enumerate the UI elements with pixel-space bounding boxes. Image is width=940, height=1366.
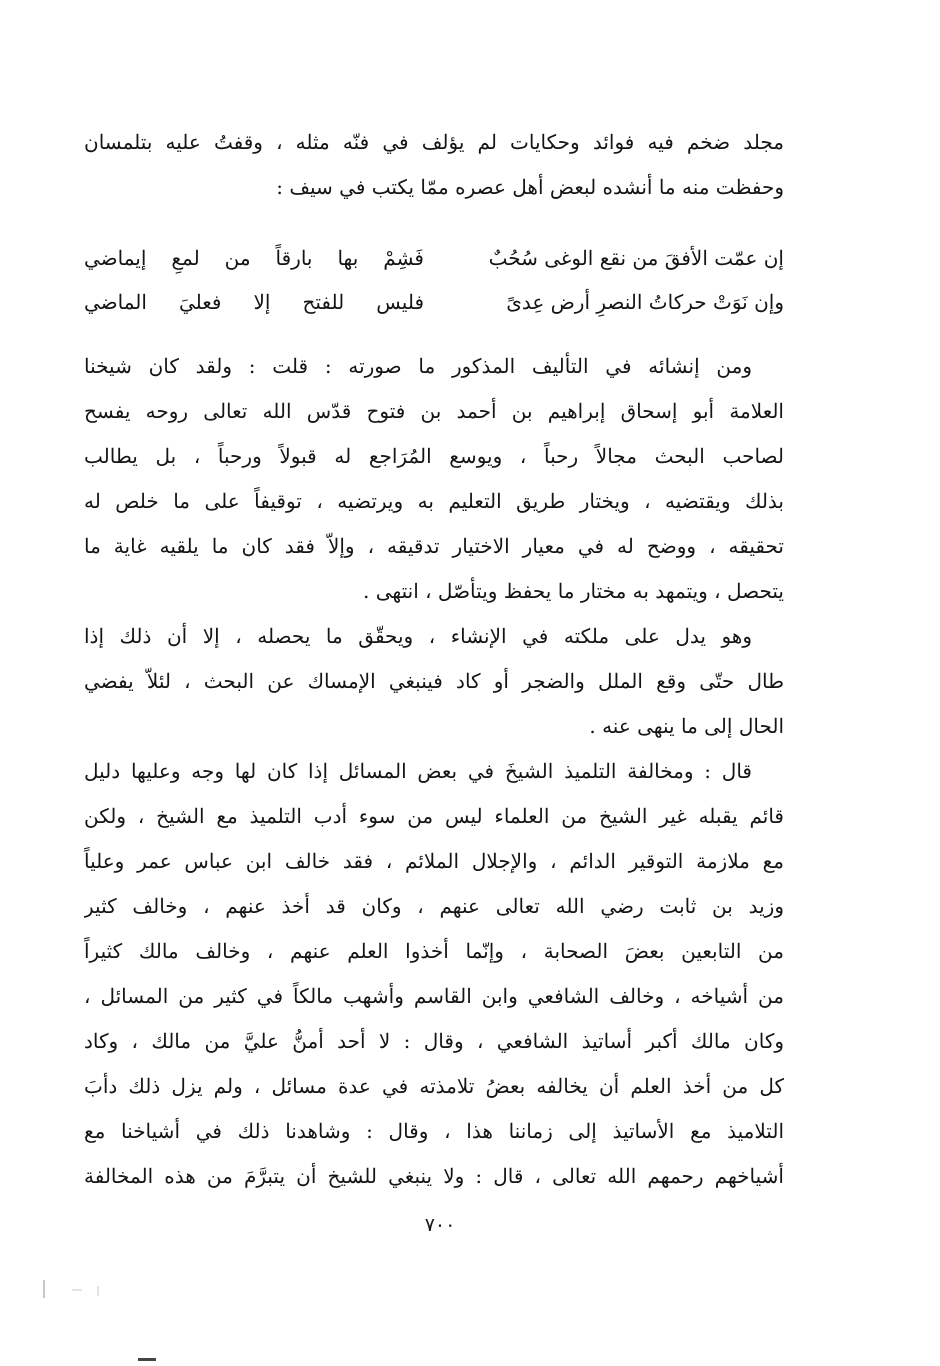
text-line: تحقيقه ، ووضح له في معيار الاختيار تدقيقه ، وإلاّ فقد كان ما يلقيه غاية ما <box>84 534 784 558</box>
paragraph-3 <box>84 749 784 1199</box>
text-line: مجلد ضخم فيه فوائد وحكايات لم يؤلف في فنّه مثله ، وقفتُ عليه بتلمسان <box>84 130 784 154</box>
page-number: ٧٠٠ <box>424 1214 456 1236</box>
poem-verse <box>84 236 784 280</box>
text-line: طال حتّى وقع الملل والضجر أو كاد فينبغي الإمساك عن البحث ، لئلاّ يفضي <box>84 669 784 693</box>
first-hemistich: إن عمّت الأفقَ من نقع الوغى سُحُبٌ <box>488 246 784 270</box>
poem-verse <box>84 280 784 324</box>
text-line: وكان مالك أكبر أساتيذ الشافعي ، وقال : لا أحد أمنُّ عليَّ من مالك ، وكاد <box>84 1029 784 1053</box>
text-line: يتحصل ، ويتمهد به مختار ما يحفظ ويتأصّل ، انتهى . <box>363 579 784 603</box>
text-line: الحال إلى ما ينهى عنه . <box>589 714 784 738</box>
text-line: من التابعين بعضَ الصحابة ، وإنّما أخذوا العلم عنهم ، وخالف مالك كثيراً <box>84 939 784 963</box>
text-line: وزيد بن ثابت رضي الله تعالى عنهم ، وكان قد أخذ عنهم ، وخالف كثير <box>84 894 784 918</box>
second-hemistich: فليس للفتح إلا فعليَ الماضي <box>84 290 424 314</box>
text-line: كل من أخذ العلم أن يخالفه بعضُ تلامذته في عدة مسائل ، ولم يزل ذلك دأبَ <box>84 1074 784 1098</box>
text-line: أشياخهم رحمهم الله تعالى ، قال : ولا ينبغي للشيخ أن يتبرَّمَ من هذه المخالفة <box>84 1164 784 1188</box>
scan-smudge <box>42 1276 112 1300</box>
text-line: بذلك ويقتضيه ، ويختار طريق التعليم به ويرتضيه ، توقيفاً على ما خلص له <box>84 489 784 513</box>
text-line: قال : ومخالفة التلميذ الشيخَ في بعض المسائل إذا كان لها وجه وعليها دليل <box>84 759 752 783</box>
text-line: قائم يقبله غير الشيخ من العلماء ليس من سوء أدب التلميذ مع الشيخ ، ولكن <box>84 804 784 828</box>
first-hemistich: وإن نَوَتْ حركاتُ النصرِ أرض عِدىً <box>506 290 784 314</box>
paragraph-2 <box>84 614 784 749</box>
text-line: ومن إنشائه في التأليف المذكور ما صورته : قلت : ولقد كان شيخنا <box>84 354 752 378</box>
text-line: مع ملازمة التوقير الدائم ، والإجلال الملائم ، فقد خالف ابن عباس عمر وعلياً <box>84 849 784 873</box>
text-line: من أشياخه ، وخالف الشافعي وابن القاسم وأشهب مالكاً في كثير من المسائل ، <box>84 984 784 1008</box>
text-line: وحفظت منه ما أنشده لبعض أهل عصره ممّا يكتب في سيف : <box>276 175 784 199</box>
text-line: العلامة أبو إسحاق إبراهيم بن أحمد بن فتوح قدّس الله تعالى روحه يفسح <box>84 399 784 423</box>
paragraph-1 <box>84 344 784 614</box>
text-line: التلاميذ مع الأساتيذ إلى زماننا هذا ، وقال : وشاهدنا ذلك في أشياخنا مع <box>84 1119 784 1143</box>
scan-edge-mark <box>138 1358 156 1361</box>
intro-paragraph <box>84 120 784 210</box>
text-line: وهو يدل على ملكته في الإنشاء ، ويحقّق ما يحصله ، إلا أن ذلك إذا <box>84 624 752 648</box>
second-hemistich: فَشِمْ بها بارقاً من لمعِ إيماضي <box>84 246 424 270</box>
text-line: لصاحب البحث مجالاً رحباً ، ويوسع المُرَاجع له قبولاً ورحباً ، بل يطالب <box>84 444 784 468</box>
poem <box>84 236 784 324</box>
